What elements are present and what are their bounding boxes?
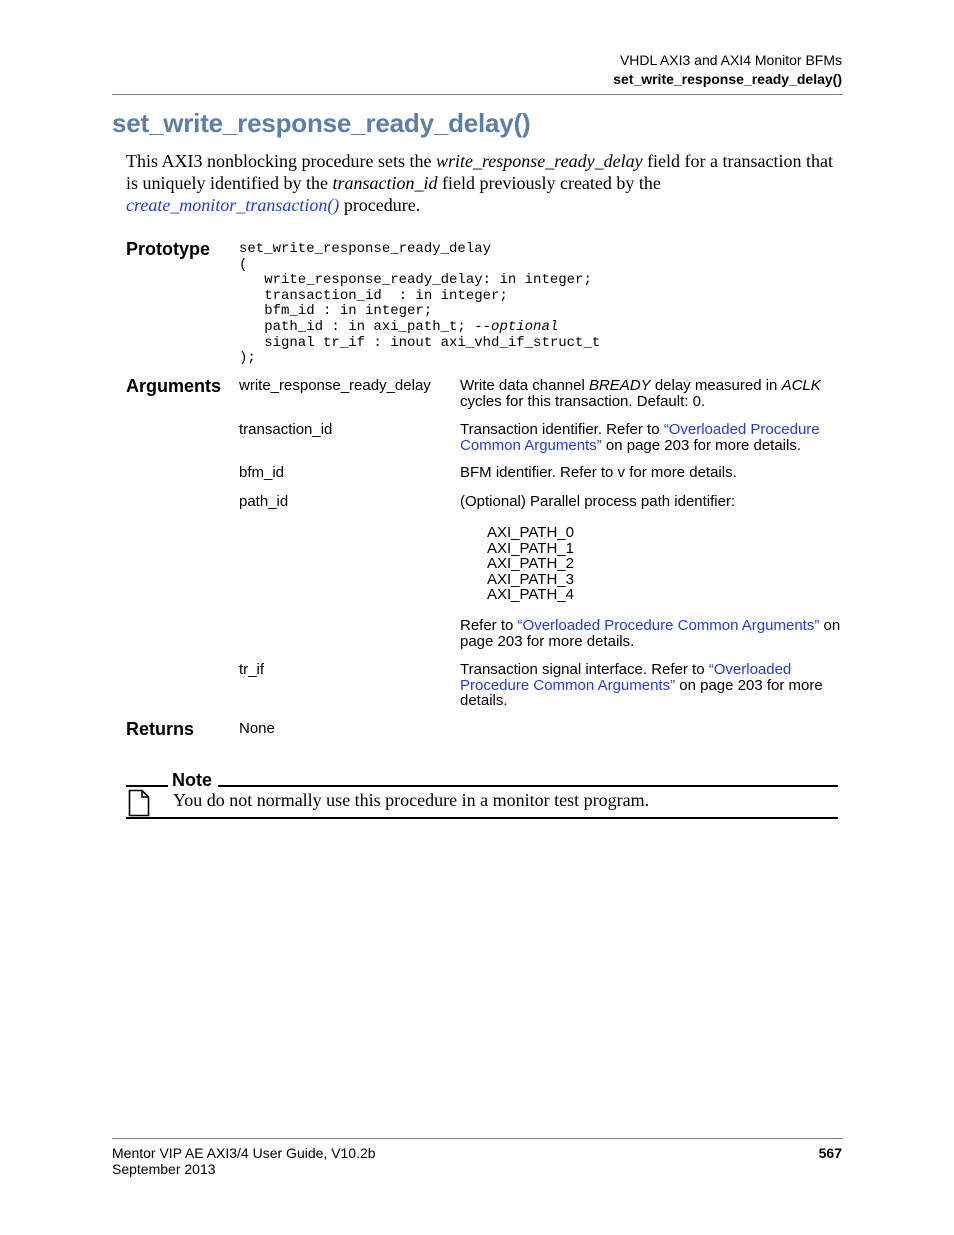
- overloaded-args-link[interactable]: “Overloaded Procedure Common Arguments”: [460, 661, 792, 694]
- code-line: signal tr_if : inout axi_vhd_if_struct_t: [239, 334, 601, 351]
- arg-desc-tr-if: Transaction signal interface. Refer to “Overloaded Procedure Common Arguments” on page 203 for more details.: [460, 661, 823, 709]
- create-monitor-transaction-link[interactable]: create_monitor_transaction(): [126, 195, 340, 215]
- note-rule: [218, 785, 838, 787]
- running-header-section: set_write_response_ready_delay(): [613, 71, 842, 87]
- note-label: Note: [172, 770, 212, 790]
- arg-name-bfm-id: bfm_id: [239, 464, 285, 481]
- intro-field-2: transaction_id: [332, 173, 438, 193]
- overloaded-args-link[interactable]: “Overloaded Procedure Common Arguments”: [517, 617, 820, 634]
- header-rule: [112, 94, 843, 95]
- code-line: path_id : in axi_path_t;: [239, 318, 475, 335]
- footer-guide-title: Mentor VIP AE AXI3/4 User Guide, V10.2b: [112, 1145, 376, 1161]
- prototype-code: [239, 242, 600, 367]
- intro-text-3: field previously created by the: [437, 173, 661, 193]
- code-line: (: [239, 256, 248, 273]
- note-rule: [126, 785, 168, 787]
- intro-text-4: procedure.: [339, 195, 421, 215]
- footer-rule: [112, 1138, 843, 1139]
- code-line: set_write_response_ready_delay: [239, 241, 492, 257]
- arg-name-transaction-id: transaction_id: [239, 421, 333, 438]
- path-value: AXI_PATH_4: [487, 586, 574, 603]
- path-value: AXI_PATH_2: [487, 555, 574, 572]
- arguments-label: Arguments: [126, 376, 222, 396]
- path-value: AXI_PATH_3: [487, 570, 574, 588]
- code-line: write_response_ready_delay: in integer;: [239, 272, 592, 289]
- arg-desc-transaction-id: Transaction identifier. Refer to “Overloaded Procedure Common Arguments” on page 203 for more details.: [460, 421, 820, 454]
- intro-field-1: write_response_ready_delay: [435, 151, 643, 171]
- overloaded-args-link[interactable]: “Overloaded Procedure Common Arguments”: [460, 421, 820, 454]
- prototype-label: Prototype: [126, 239, 211, 259]
- note-text: You do not normally use this procedure in a monitor test program.: [173, 790, 650, 810]
- code-comment: --optional: [474, 318, 559, 335]
- intro-text-1: This AXI3 nonblocking procedure sets the: [126, 151, 436, 171]
- running-header-chapter: VHDL AXI3 and AXI4 Monitor BFMs: [619, 52, 842, 68]
- returns-label: Returns: [126, 719, 195, 739]
- arg-desc-bfm-id: BFM identifier. Refer to v for more details.: [460, 464, 737, 481]
- code-line: transaction_id : in integer;: [239, 287, 508, 304]
- returns-value: None: [239, 720, 275, 737]
- arg-name-tr-if: tr_if: [239, 661, 265, 678]
- footer-date: September 2013: [112, 1161, 216, 1177]
- arg-name-path-id: path_id: [239, 493, 289, 510]
- arg-name-write-response-ready-delay: write_response_ready_delay: [239, 377, 431, 394]
- intro-text-2: field for a transaction that is uniquely identified by the: [126, 151, 833, 193]
- arg-desc-write-response-ready-delay: Write data channel BREADY delay measured in ACLK cycles for this transaction. Default: 0.: [460, 377, 821, 410]
- arg-desc-path-id-refer: Refer to “Overloaded Procedure Common Arguments” on page 203 for more details.: [460, 617, 841, 650]
- code-line: );: [239, 350, 256, 367]
- path-id-values: [487, 525, 574, 603]
- path-value: AXI_PATH_0: [487, 524, 574, 541]
- intro-paragraph: [126, 150, 842, 216]
- page-title: set_write_response_ready_delay(): [112, 108, 531, 138]
- page-number: 567: [818, 1145, 842, 1161]
- note-rule-bottom: [126, 817, 838, 819]
- path-value: AXI_PATH_1: [487, 539, 574, 557]
- arg-desc-path-id: (Optional) Parallel process path identifier:: [460, 493, 736, 510]
- code-line: bfm_id : in integer;: [239, 303, 433, 320]
